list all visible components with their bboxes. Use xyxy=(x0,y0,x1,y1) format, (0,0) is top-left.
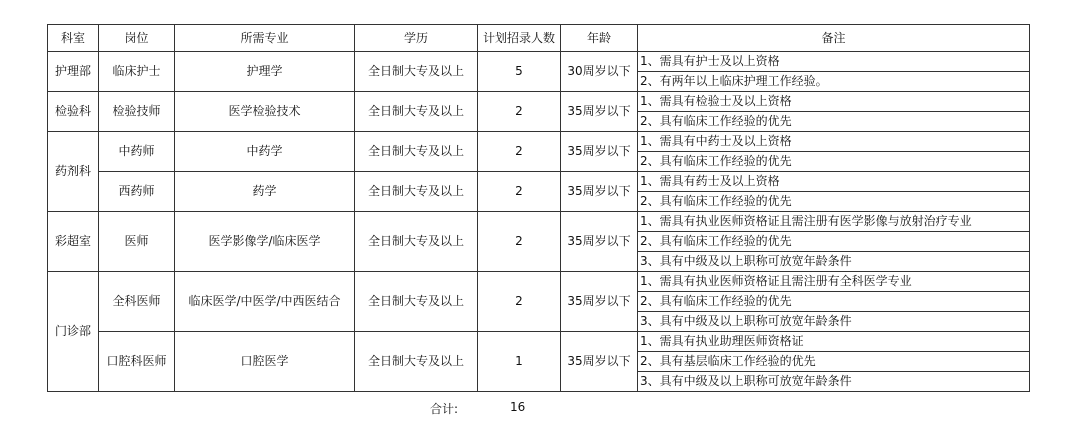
table-header-row xyxy=(48,25,1030,52)
header-count: 计划招录人数 xyxy=(478,25,561,52)
position-cell: 西药师 xyxy=(99,172,175,212)
table-row xyxy=(48,212,1030,232)
age-cell: 35周岁以下 xyxy=(561,92,638,132)
count-cell: 2 xyxy=(478,92,561,132)
total-value: 16 xyxy=(510,400,526,414)
header-notes: 备注 xyxy=(638,25,1030,52)
note-cell: 1、需具有护士及以上资格 xyxy=(638,52,1030,72)
position-cell: 中药师 xyxy=(99,132,175,172)
note-cell: 1、需具有执业医师资格证且需注册有全科医学专业 xyxy=(638,272,1030,292)
note-cell: 1、需具有执业助理医师资格证 xyxy=(638,332,1030,352)
education-cell: 全日制大专及以上 xyxy=(355,52,478,92)
age-cell: 35周岁以下 xyxy=(561,132,638,172)
note-cell: 2、具有临床工作经验的优先 xyxy=(638,112,1030,132)
position-cell: 检验技师 xyxy=(99,92,175,132)
age-cell: 35周岁以下 xyxy=(561,272,638,332)
total-label: 合计: xyxy=(430,402,459,416)
department-cell: 护理部 xyxy=(48,52,99,92)
recruitment-table xyxy=(47,24,1030,392)
note-cell: 2、具有临床工作经验的优先 xyxy=(638,152,1030,172)
position-cell: 口腔科医师 xyxy=(99,332,175,392)
position-cell: 医师 xyxy=(99,212,175,272)
age-cell: 35周岁以下 xyxy=(561,332,638,392)
header-department: 科室 xyxy=(48,25,99,52)
count-cell: 2 xyxy=(478,132,561,172)
table-row xyxy=(48,172,1030,192)
education-cell: 全日制大专及以上 xyxy=(355,172,478,212)
position-cell: 全科医师 xyxy=(99,272,175,332)
note-cell: 2、有两年以上临床护理工作经验。 xyxy=(638,72,1030,92)
education-cell: 全日制大专及以上 xyxy=(355,132,478,172)
note-cell: 2、具有临床工作经验的优先 xyxy=(638,232,1030,252)
table-row xyxy=(48,132,1030,152)
count-cell: 1 xyxy=(478,332,561,392)
department-cell: 药剂科 xyxy=(48,132,99,212)
major-cell: 医学影像学/临床医学 xyxy=(175,212,355,272)
education-cell: 全日制大专及以上 xyxy=(355,272,478,332)
note-cell: 1、需具有药士及以上资格 xyxy=(638,172,1030,192)
note-cell: 3、具有中级及以上职称可放宽年龄条件 xyxy=(638,312,1030,332)
note-cell: 3、具有中级及以上职称可放宽年龄条件 xyxy=(638,372,1030,392)
age-cell: 30周岁以下 xyxy=(561,52,638,92)
header-age: 年龄 xyxy=(561,25,638,52)
note-cell: 3、具有中级及以上职称可放宽年龄条件 xyxy=(638,252,1030,272)
major-cell: 临床医学/中医学/中西医结合 xyxy=(175,272,355,332)
table-row xyxy=(48,272,1030,292)
count-cell: 2 xyxy=(478,272,561,332)
table-row xyxy=(48,92,1030,112)
major-cell: 医学检验技术 xyxy=(175,92,355,132)
major-cell: 中药学 xyxy=(175,132,355,172)
note-cell: 2、具有临床工作经验的优先 xyxy=(638,292,1030,312)
note-cell: 1、需具有中药士及以上资格 xyxy=(638,132,1030,152)
note-cell: 1、需具有执业医师资格证且需注册有医学影像与放射治疗专业 xyxy=(638,212,1030,232)
header-education: 学历 xyxy=(355,25,478,52)
count-cell: 2 xyxy=(478,212,561,272)
age-cell: 35周岁以下 xyxy=(561,172,638,212)
department-cell: 彩超室 xyxy=(48,212,99,272)
major-cell: 口腔医学 xyxy=(175,332,355,392)
department-cell: 检验科 xyxy=(48,92,99,132)
education-cell: 全日制大专及以上 xyxy=(355,212,478,272)
count-cell: 5 xyxy=(478,52,561,92)
department-cell: 门诊部 xyxy=(48,272,99,392)
note-cell: 2、具有临床工作经验的优先 xyxy=(638,192,1030,212)
note-cell: 2、具有基层临床工作经验的优先 xyxy=(638,352,1030,372)
note-cell: 1、需具有检验士及以上资格 xyxy=(638,92,1030,112)
age-cell: 35周岁以下 xyxy=(561,212,638,272)
header-major: 所需专业 xyxy=(175,25,355,52)
education-cell: 全日制大专及以上 xyxy=(355,92,478,132)
table-row xyxy=(48,52,1030,72)
major-cell: 护理学 xyxy=(175,52,355,92)
header-position: 岗位 xyxy=(99,25,175,52)
education-cell: 全日制大专及以上 xyxy=(355,332,478,392)
major-cell: 药学 xyxy=(175,172,355,212)
count-cell: 2 xyxy=(478,172,561,212)
position-cell: 临床护士 xyxy=(99,52,175,92)
table-row xyxy=(48,332,1030,352)
